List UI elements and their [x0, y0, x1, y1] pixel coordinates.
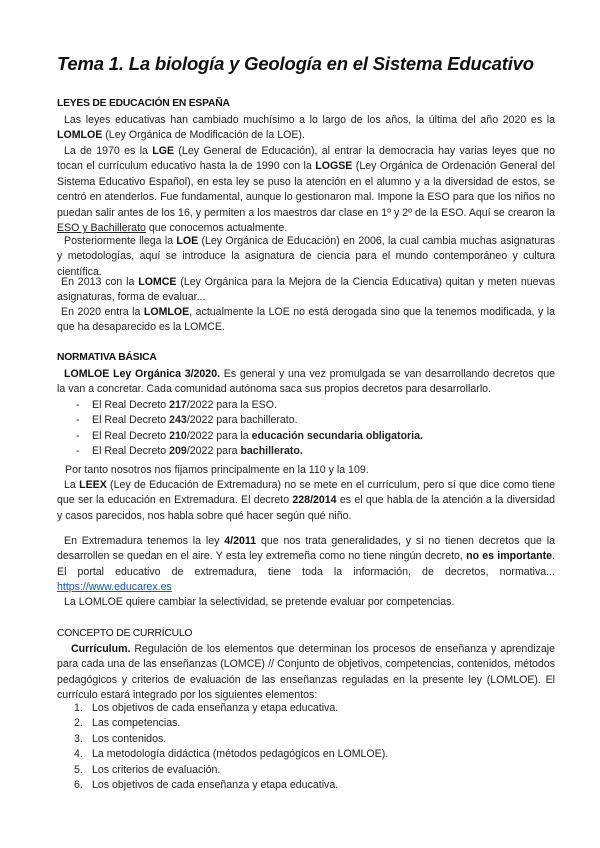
decree-item: - El Real Decreto 217/2022 para la ESO. — [57, 398, 555, 413]
educarex-link[interactable]: https://www.educarex.es — [57, 581, 172, 594]
paragraph-lomce: En 2013 con la LOMCE (Ley Orgánica para la Mejora de la Ciencia Educativa) quitan y meten nuevas asignaturas, forma de evaluar... — [57, 276, 555, 304]
decree-item: - El Real Decreto 209/2022 para bachillerato. — [57, 444, 555, 459]
list-item: 4. La metodología didáctica (métodos pedagógicos en LOMLOE). — [74, 748, 389, 761]
paragraph-leex: La LEEX (Ley de Educación de Extremadura) no se mete en el currículum, pero sí que dice como tiene que ser la educación en Extremadura. El decreto 228/2014 es el que habla de la atención a la diversidad y casos parecidos, nos habla sobre qué hacer según qué niño. — [57, 479, 556, 522]
list-item: 5. Los criterios de evaluación. — [74, 763, 221, 776]
paragraph-selectividad: La LOMLOE quiere cambiar la selectividad, se pretende evaluar por competencias. — [64, 596, 455, 608]
decree-list — [57, 398, 555, 460]
curriculum-elements-list — [57, 701, 555, 793]
paragraph-lomloe: En 2020 entra la LOMLOE, actualmente la LOE no está derogada sino que la tenemos modificada, y la que ha desaparecido es la LOMCE. — [57, 306, 555, 334]
paragraph-leyes-intro: Las leyes educativas han cambiado muchísimo a lo largo de los años, la última del año 2020 es la LOMLOE (Ley Orgánica de Modificación de la LOE). — [57, 114, 555, 142]
section-heading-leyes: LEYES DE EDUCACIÓN EN ESPAÑA — [57, 98, 230, 109]
paragraph-lomloe-ley: LOMLOE Ley Orgánica 3/2020. Es general y una vez promulgada se van desarrollando decretos que la van a concretar. Cada comunidad autónoma saca sus propios decretos para desarrollarlo. — [57, 368, 555, 396]
paragraph-110-109: Por tanto nosotros nos fijamos principalmente en la 110 y la 109. — [65, 464, 369, 476]
list-item: 3. Los contenidos. — [74, 732, 167, 745]
decree-item: - El Real Decreto 210/2022 para la educación secundaria obligatoria. — [57, 429, 555, 444]
section-heading-curriculo: CONCEPTO DE CURRÍCULO — [57, 628, 193, 639]
paragraph-curriculum: Currículum. Regulación de los elementos que determinan los procesos de enseñanza y aprendizaje para cada una de las enseñanzas (LOMCE) // Conjunto de objetivos, competencias, contenidos, métodos pedagógicos y criterios de evaluación de las enseñanzas reguladas en la presente ley (LOMLOE). El currículo estará integrado por los siguientes elementos: — [57, 643, 555, 702]
paragraph-loe: Posteriormente llega la LOE (Ley Orgánica de Educación) en 2006, la cual cambia muchas asignaturas y metodologías, aquí se introduce la asignatura de ciencia para el mundo contemporáneo y cultura científica. — [57, 235, 555, 278]
paragraph-ley-extremadura: En Extremadura tenemos la ley 4/2011 que nos trata generalidades, y si no tienen decretos que la desarrollen se quedan en el aire. Y esta ley extremeña como no tiene ningún decreto, no es importante. El portal educativo de extremadura, tiene toda la información, de decretos, normativa... https://www.educarex.es — [57, 535, 555, 594]
page-title: Tema 1. La biología y Geología en el Sistema Educativo — [57, 53, 534, 74]
list-item: 6. Los objetivos de cada enseñanza y etapa educativa. — [74, 779, 339, 792]
decree-item: - El Real Decreto 243/2022 para bachillerato. — [57, 413, 555, 428]
section-heading-normativa: NORMATIVA BÁSICA — [57, 352, 157, 363]
list-item: 2. Las competencias. — [74, 717, 181, 730]
paragraph-lge-logse: La de 1970 es la LGE (Ley General de Educación), al entrar la democracia hay varias leyes que no tocan el currículum educativo hasta la de 1990 con la LOGSE (Ley Orgánica de Ordenación General del Sistema Educativo Español), en esta ley se puso la atención en el alumno y a la diversidad de estos, se centró en atenderlos. Fue fundamental, aunque lo gestionaron mal. Impone la ESO para que los niños no puedan salir antes de los 16, y permiten a los maestros dar clase en 1º y 2º de la ESO. Aquí se crearon la ESO y Bachillerato que conocemos actualmente. — [57, 145, 555, 235]
list-item: 1. Los objetivos de cada enseñanza y etapa educativa. — [74, 702, 339, 714]
